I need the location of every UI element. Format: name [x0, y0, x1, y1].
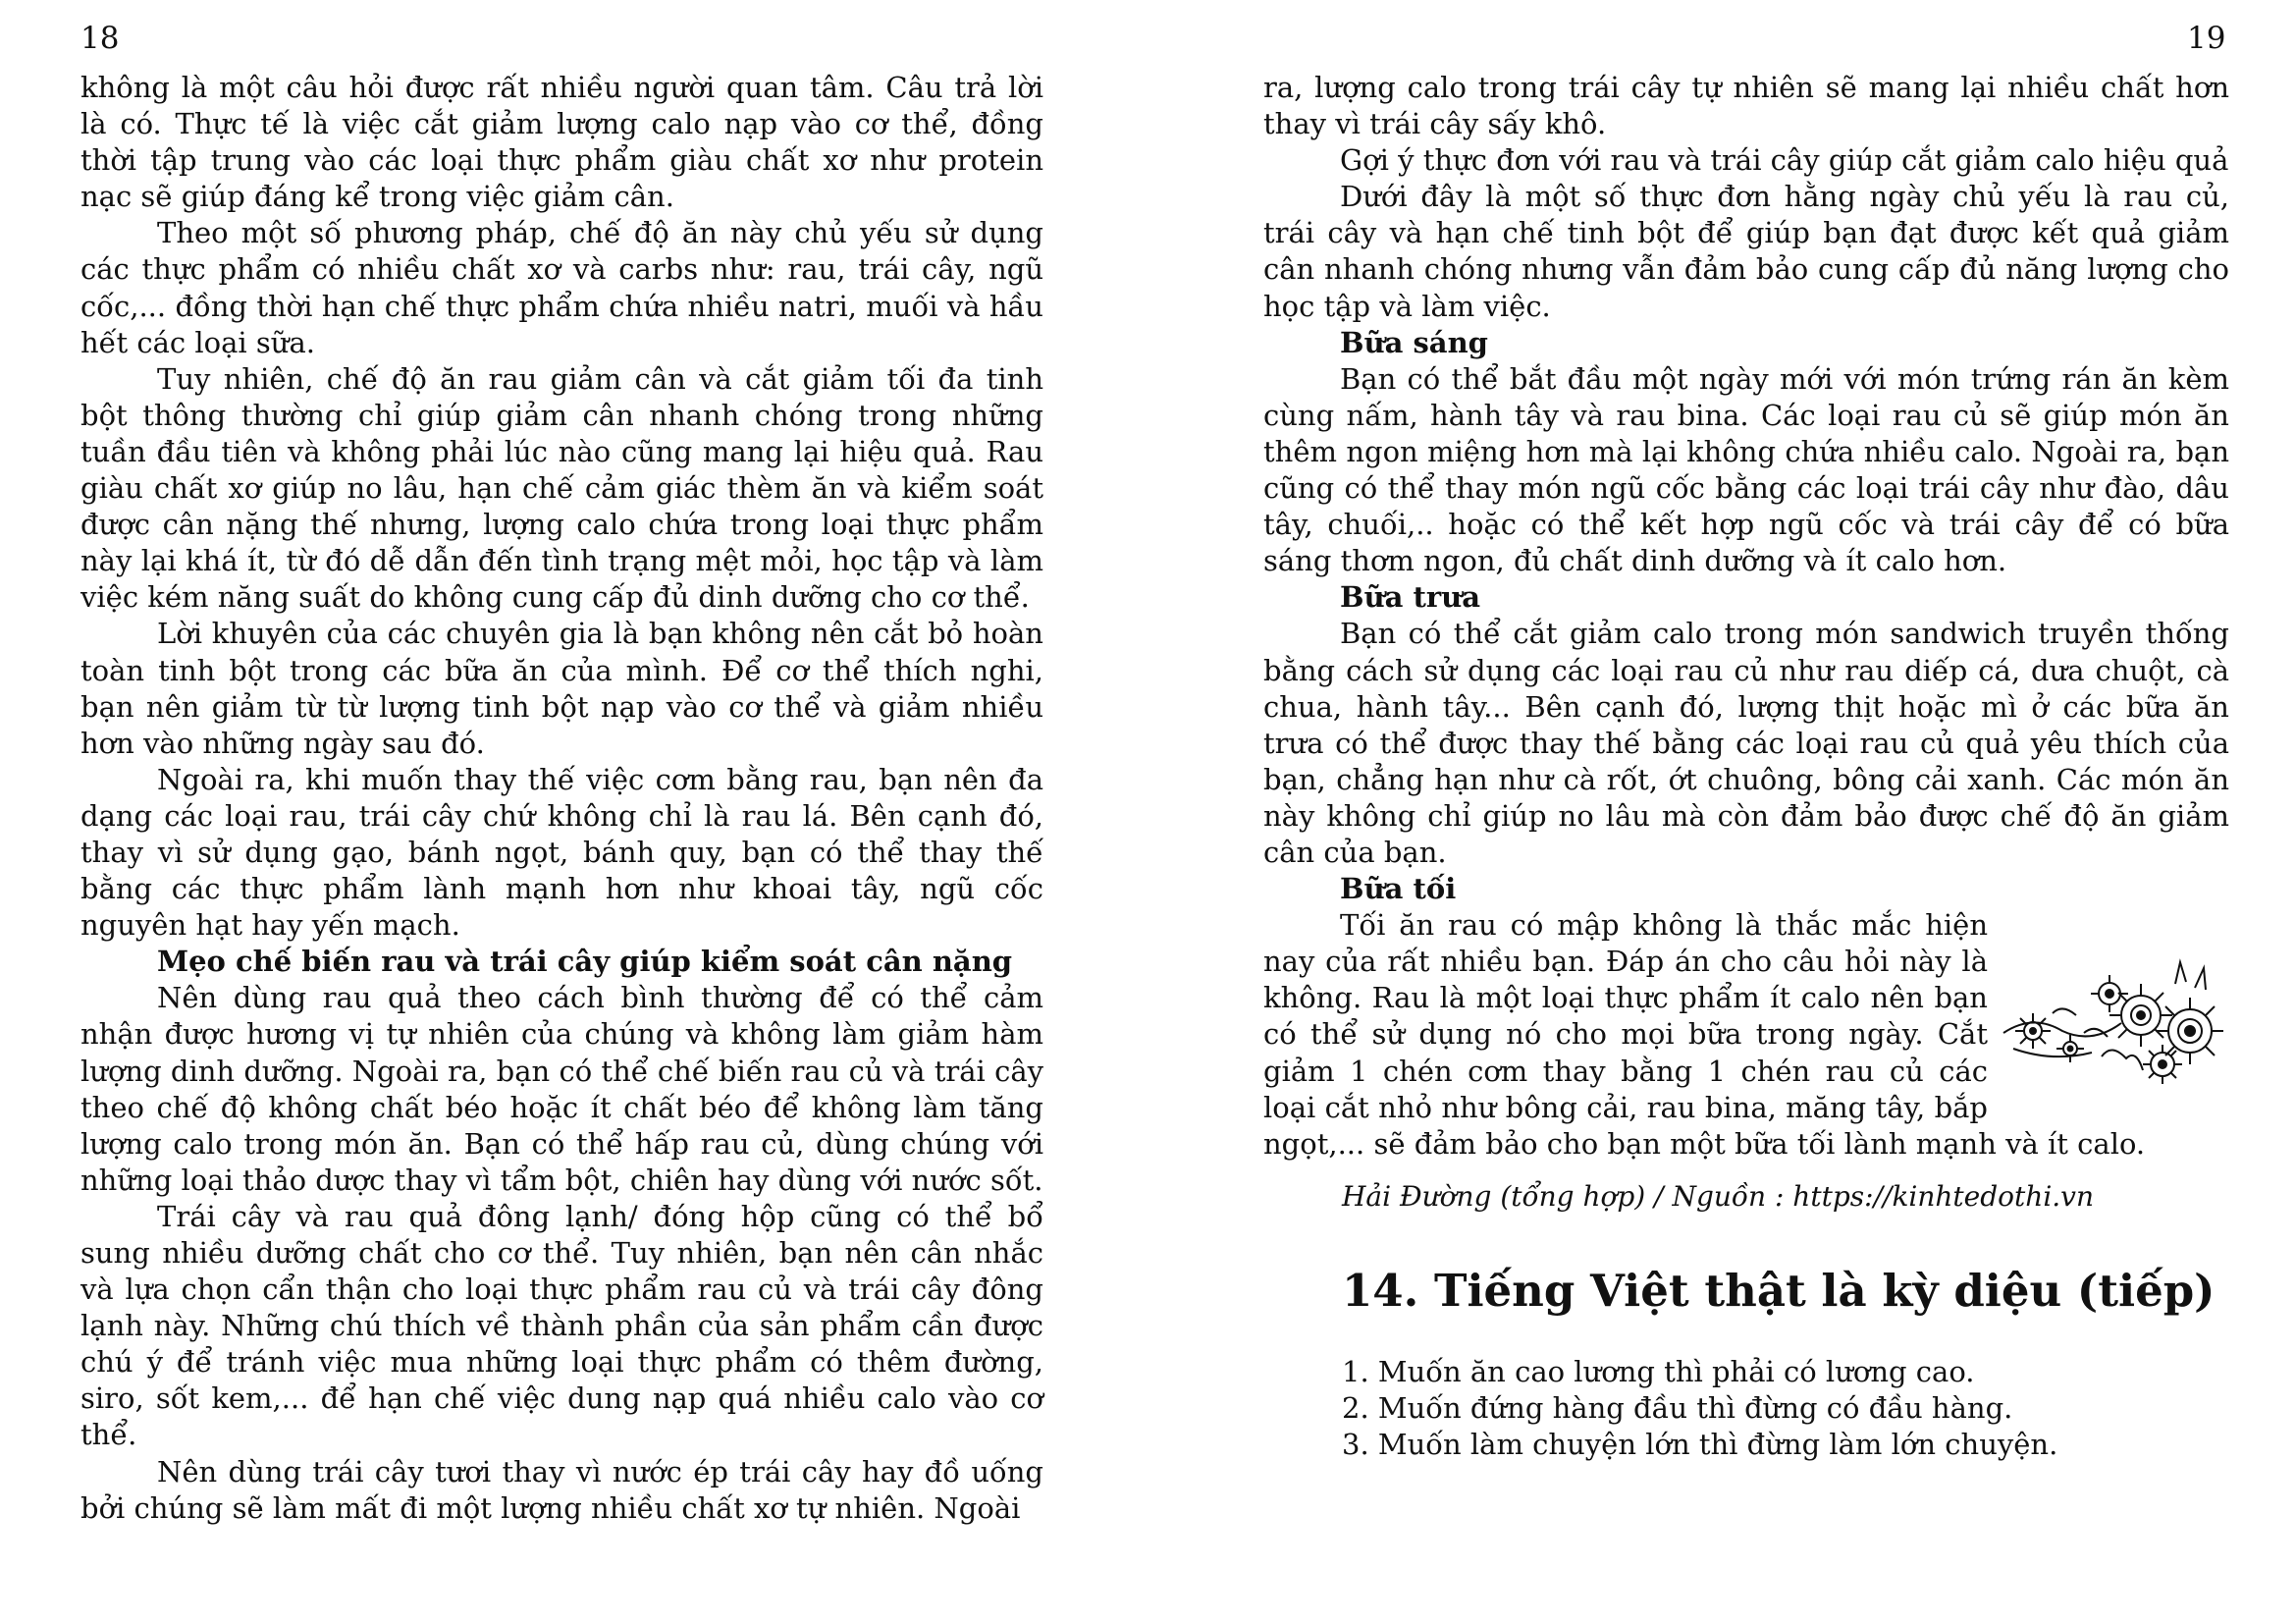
paragraph: Dưới đây là một số thực đơn hằng ngày chủ yếu là rau củ, trái cây và hạn chế tinh bột để giúp bạn đạt được kết quả giảm cân nhanh chóng nhưng vẫn đảm bảo cung cấp đủ năng lượng cho học tập và làm việc. [1263, 180, 2229, 323]
subheading-breakfast: Bữa sáng [1340, 325, 1488, 359]
flower-bouquet-icon [1994, 954, 2229, 1090]
paragraph: Ngoài ra, khi muốn thay thế việc cơm bằng rau, bạn nên đa dạng các loại rau, trái cây chứ không chỉ là rau lá. Bên cạnh đó, thay vì sử dụng gạo, bánh ngọt, bánh quy, bạn có thể thay thế bằng các thực phẩm lành mạnh hơn như khoai tây, ngũ cốc nguyên hạt hay yến mạch. [80, 762, 1043, 943]
source-credit: Hải Đường (tổng hợp) / Nguồn : https://kinhtedothi.vn [1342, 1179, 2095, 1213]
paragraph: Tối ăn rau có mập không là thắc mắc hiện nay của rất nhiều bạn. Đáp án cho câu hỏi này là không. Rau là một loại thực phẩm ít calo nên bạn có thể sử dụng nó cho mọi bữa trong ngày. Cắt giảm 1 chén cơm thay bằng 1 chén rau củ các loại cắt nhỏ như bông cải, rau bina, măng tây, bắp ngọt,... sẽ đảm bảo cho bạn một bữa tối lành mạnh và ít calo. [1263, 908, 2146, 1161]
paragraph: Bạn có thể cắt giảm calo trong món sandwich truyền thống bằng cách sử dụng các loại rau củ như rau diếp cá, dưa chuột, cà chua, hành tây... Bên cạnh đó, lượng thịt hoặc mì ở các bữa ăn trưa có thể được thay thế bằng các loại rau củ quả yêu thích của bạn, chẳng hạn như cà rốt, ớt chuông, bông cải xanh. Các món ăn này không chỉ giúp no lâu mà còn đảm bảo được chế độ ăn giảm cân của bạn. [1263, 617, 2229, 869]
subheading-lunch: Bữa trưa [1340, 580, 1481, 615]
paragraph: Tuy nhiên, chế độ ăn rau giảm cân và cắt giảm tối đa tinh bột thông thường chỉ giúp giảm cân nhanh chóng trong những tuần đầu tiên và không phải lúc nào cũng mang lại hiệu quả. Rau giàu chất xơ giúp no lâu, hạn chế cảm giác thèm ăn và kiểm soát được cân nặng thế nhưng, lượng calo chứa trong loại thực phẩm này lại khá ít, từ đó dễ dẫn đến tình trạng mệt mỏi, học tập và làm việc kém năng suất do không cung cấp đủ dinh dưỡng cho cơ thể. [80, 361, 1043, 615]
paragraph: Gợi ý thực đơn với rau và trái cây giúp cắt giảm calo hiệu quả [1340, 143, 2229, 178]
paragraph: Trái cây và rau quả đông lạnh/ đóng hộp cũng có thể bổ sung nhiều dưỡng chất cho cơ thể. Tuy nhiên, bạn nên cân nhắc và lựa chọn cẩn thận cho loại thực phẩm rau củ và trái cây đông lạnh này. Những chú thích về thành phần của sản phẩm cần được chú ý để tránh việc mua những loại thực phẩm có thêm đường, siro, sốt kem,... để hạn chế việc dung nạp quá nhiều calo vào cơ thể. [80, 1199, 1043, 1452]
left-page-column [80, 70, 1043, 1527]
paragraph: Nên dùng trái cây tươi thay vì nước ép trái cây hay đồ uống bởi chúng sẽ làm mất đi một lượng nhiều chất xơ tự nhiên. Ngoài [80, 1454, 1043, 1525]
section-title: 14. Tiếng Việt thật là kỳ diệu (tiếp) [1342, 1264, 2216, 1317]
list-item: 3. Muốn làm chuyện lớn thì đừng làm lớn chuyện. [1342, 1428, 2058, 1461]
subheading-tips: Mẹo chế biến rau và trái cây giúp kiểm soát cân nặng [157, 945, 1013, 979]
right-page-column [1263, 70, 2229, 1463]
paragraph: Lời khuyên của các chuyên gia là bạn không nên cắt bỏ hoàn toàn tinh bột trong các bữa ăn của mình. Để cơ thể thích nghi, bạn nên giảm từ từ lượng tinh bột nạp vào cơ thể và giảm nhiều hơn vào những ngày sau đó. [80, 617, 1043, 760]
paragraph: Bạn có thể bắt đầu một ngày mới với món trứng rán ăn kèm cùng nấm, hành tây và rau bina. Các loại rau củ sẽ giúp món ăn thêm ngon miệng hơn mà lại không chứa nhiều calo. Ngoài ra, bạn cũng có thể thay món ngũ cốc bằng các loại trái cây như đào, dâu tây, chuối,.. hoặc có thể kết hợp ngũ cốc và trái cây để có bữa sáng thơm ngon, đủ chất dinh dưỡng và ít calo hơn. [1263, 361, 2229, 578]
list-item: 1. Muốn ăn cao lương thì phải có lương cao. [1342, 1354, 1975, 1388]
paragraph: Nên dùng rau quả theo cách bình thường để có thể cảm nhận được hương vị tự nhiên của chúng và không làm giảm hàm lượng dinh dưỡng. Ngoài ra, bạn có thể chế biến rau củ và trái cây theo chế độ không chất béo hoặc ít chất béo để không làm tăng lượng calo trong món ăn. Bạn có thể hấp rau củ, dùng chúng với những loại thảo dược thay vì tẩm bột, chiên hay dùng với nước sốt. [80, 981, 1043, 1197]
proverb-list [1342, 1354, 2229, 1463]
paragraph: ra, lượng calo trong trái cây tự nhiên sẽ mang lại nhiều chất hơn thay vì trái cây sấy khô. [1263, 71, 2229, 141]
page-number-left: 18 [80, 21, 120, 56]
paragraph: không là một câu hỏi được rất nhiều người quan tâm. Câu trả lời là có. Thực tế là việc cắt giảm lượng calo nạp vào cơ thể, đồng thời tập trung vào các loại thực phẩm giàu chất xơ như protein nạc sẽ giúp đáng kể trong việc giảm cân. [80, 71, 1043, 214]
list-item: 2. Muốn đứng hàng đầu thì đừng có đầu hàng. [1342, 1390, 2013, 1425]
paragraph: Theo một số phương pháp, chế độ ăn này chủ yếu sử dụng các thực phẩm có nhiều chất xơ và carbs như: rau, trái cây, ngũ cốc,... đồng thời hạn chế thực phẩm chứa nhiều natri, muối và hầu hết các loại sữa. [80, 216, 1043, 359]
page-number-right: 19 [2187, 21, 2226, 56]
subheading-dinner: Bữa tối [1340, 872, 1457, 906]
